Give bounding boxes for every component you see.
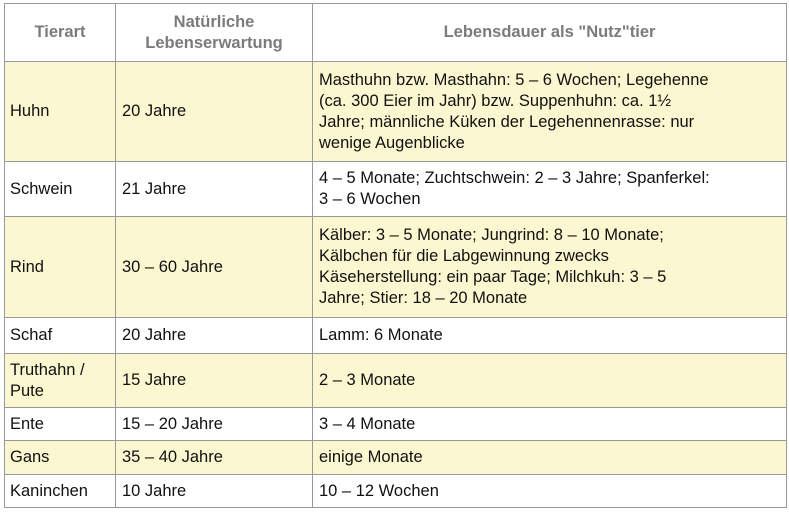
cell-animal xyxy=(5,162,116,217)
farm-line: Kälbchen für die Labgewinnung zwecks xyxy=(319,247,609,265)
natural-lifespan: 20 Jahre xyxy=(122,326,187,344)
cell-farm xyxy=(313,62,787,162)
animal-name-line: Truthahn / xyxy=(10,360,85,379)
farm-line: wenige Augenblicke xyxy=(319,133,465,152)
cell-animal xyxy=(5,441,116,475)
animal-name: Huhn xyxy=(10,102,50,120)
table-row xyxy=(5,318,787,354)
animal-name: Schaf xyxy=(10,326,53,344)
farm-line: Käseherstellung: ein paar Tage; Milchkuh: 3 – 5 xyxy=(319,268,667,286)
farm-line: Jahre; Stier: 18 – 20 Monate xyxy=(319,289,528,307)
cell-farm xyxy=(313,441,787,475)
farm-line: Jahre; männliche Küken der Legehennenrasse: nur xyxy=(319,112,695,131)
cell-animal xyxy=(5,354,116,408)
cell-animal xyxy=(5,62,116,162)
natural-lifespan: 10 Jahre xyxy=(122,481,187,500)
farm-line: Masthuhn bzw. Masthahn: 5 – 6 Wochen; Legehenne xyxy=(319,70,709,89)
table-row xyxy=(5,354,787,408)
cell-farm xyxy=(313,408,787,441)
cell-farm xyxy=(313,217,787,318)
header-animal xyxy=(5,4,116,62)
animal-name: Ente xyxy=(10,414,44,433)
farm-line: 4 – 5 Monate; Zuchtschwein: 2 – 3 Jahre; Spanferkel: xyxy=(319,169,710,187)
header-row xyxy=(5,4,787,62)
animal-name: Gans xyxy=(10,448,50,466)
cell-natural xyxy=(116,62,313,162)
lifespan-table xyxy=(4,3,787,508)
table-header xyxy=(5,4,787,62)
cell-natural xyxy=(116,475,313,508)
table-row xyxy=(5,62,787,162)
header-animal-label: Tierart xyxy=(34,23,86,41)
cell-natural xyxy=(116,217,313,318)
farm-line: 3 – 4 Monate xyxy=(319,414,416,433)
cell-natural xyxy=(116,162,313,217)
farm-line: Kälber: 3 – 5 Monate; Jungrind: 8 – 10 Monate; xyxy=(319,226,664,244)
table-body xyxy=(5,62,787,508)
header-natural-line1: Natürliche xyxy=(173,12,255,31)
cell-farm xyxy=(313,318,787,354)
table-row xyxy=(5,408,787,441)
cell-natural xyxy=(116,318,313,354)
table-row xyxy=(5,162,787,217)
cell-natural xyxy=(116,354,313,408)
natural-lifespan: 35 – 40 Jahre xyxy=(122,448,223,466)
table-row xyxy=(5,475,787,508)
cell-farm xyxy=(313,162,787,217)
animal-name: Schwein xyxy=(10,179,73,198)
natural-lifespan: 15 – 20 Jahre xyxy=(122,414,223,433)
header-natural-lifespan xyxy=(116,4,313,62)
cell-natural xyxy=(116,408,313,441)
cell-farm xyxy=(313,475,787,508)
natural-lifespan: 21 Jahre xyxy=(122,179,187,198)
farm-line: (ca. 300 Eier im Jahr) bzw. Suppenhuhn: ca. 1½ xyxy=(319,91,672,110)
farm-line: einige Monate xyxy=(319,448,423,466)
animal-name-line: Pute xyxy=(10,381,44,400)
cell-animal xyxy=(5,318,116,354)
header-farm-label: Lebensdauer als "Nutz"tier xyxy=(443,23,656,41)
animal-name: Kaninchen xyxy=(10,481,88,500)
cell-animal xyxy=(5,217,116,318)
table-row xyxy=(5,217,787,318)
natural-lifespan: 20 Jahre xyxy=(122,102,187,120)
lifespan-table-container xyxy=(4,3,786,508)
cell-farm xyxy=(313,354,787,408)
farm-line: Lamm: 6 Monate xyxy=(319,326,443,344)
header-farm-lifespan xyxy=(313,4,787,62)
farm-line: 2 – 3 Monate xyxy=(319,371,416,389)
farm-line: 10 – 12 Wochen xyxy=(319,481,439,500)
table-row xyxy=(5,441,787,475)
cell-animal xyxy=(5,475,116,508)
natural-lifespan: 30 – 60 Jahre xyxy=(122,257,223,276)
header-natural-line2: Lebenserwartung xyxy=(145,33,283,52)
cell-animal xyxy=(5,408,116,441)
cell-natural xyxy=(116,441,313,475)
farm-line: 3 – 6 Wochen xyxy=(319,190,421,208)
animal-name: Rind xyxy=(10,257,44,276)
natural-lifespan: 15 Jahre xyxy=(122,371,187,389)
